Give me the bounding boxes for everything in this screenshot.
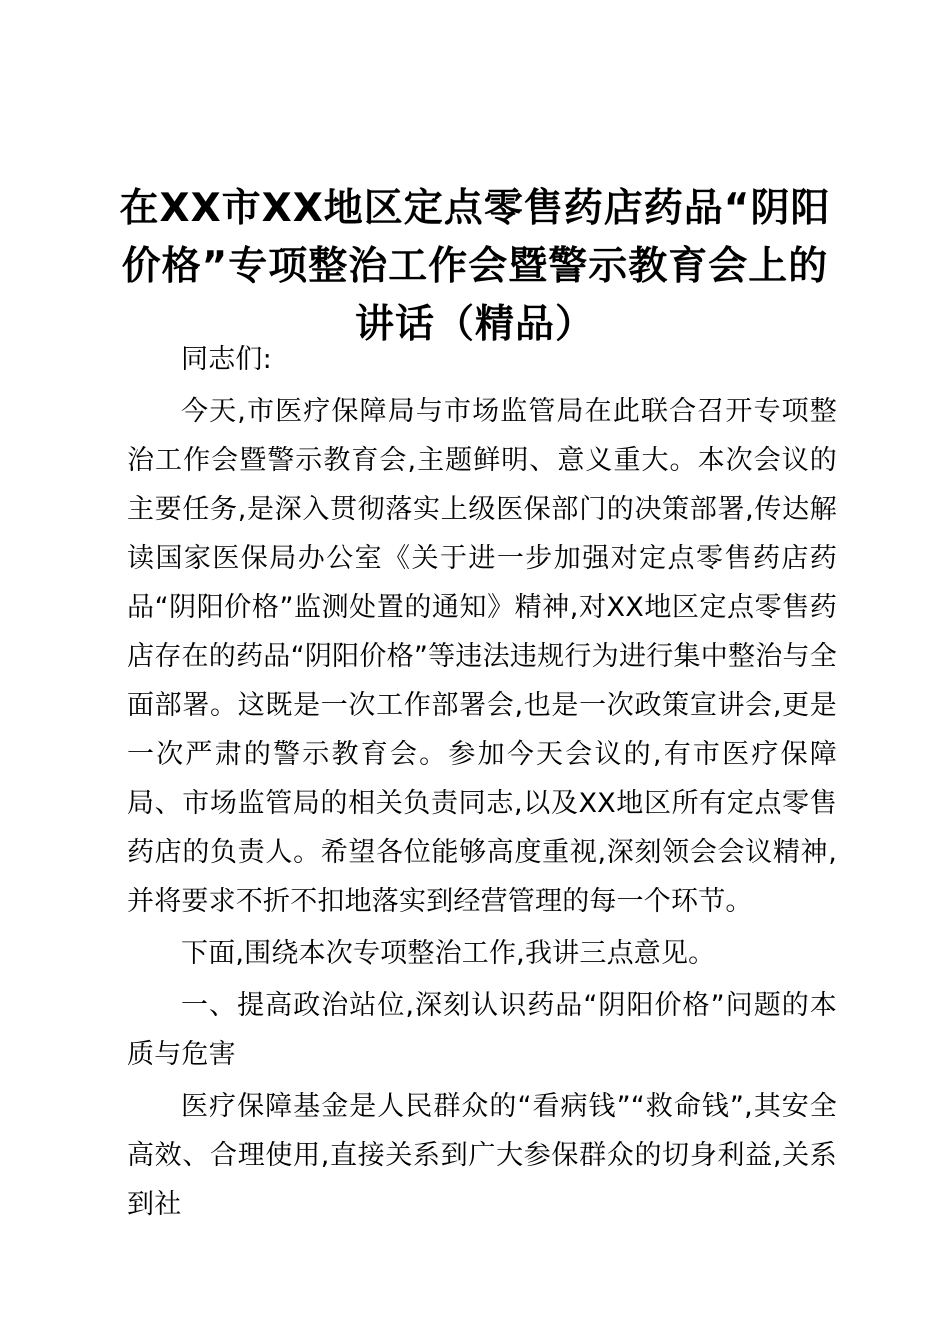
paragraph-opening: 今天,市医疗保障局与市场监管局在此联合召开专项整治工作会暨警示教育会,主题鲜明、意义重大。本次会议的主要任务,是深入贯彻落实上级医保部门的决策部署,传达解读国家医保局办公室《关于进一步加强对定点零售药店药品“阴阳价格”监测处置的通知》精神,对XX地区定点零售药店存在的药品“阴阳价格”等违法违规行为进行集中整治与全面部署。这既是一次工作部署会,也是一次政策宣讲会,更是一次严肃的警示教育会。参加今天会议的,有市医疗保障局、市场监管局的相关负责同志,以及XX地区所有定点零售药店的负责人。希望各位能够高度重视,深刻领会会议精神,并将要求不折不扣地落实到经营管理的每一个环节。 (127, 396, 837, 917)
salutation: 同志们: (181, 344, 272, 375)
paragraph-fund-importance: 医疗保障基金是人民群众的“看病钱”“救命钱”,其安全高效、合理使用,直接关系到广大参保群众的切身利益,关系到社 (127, 1091, 837, 1220)
document-title: 在XX市XX地区定点零售药店药品“阴阳价格”专项整治工作会暨警示教育会上的讲话（精品） (119, 186, 831, 347)
document-body (127, 335, 837, 1229)
paragraph-outline: 下面,围绕本次专项整治工作,我讲三点意见。 (181, 938, 716, 969)
section-heading-1: 一、提高政治站位,深刻认识药品“阴阳价格”问题的本质与危害 (127, 990, 837, 1070)
